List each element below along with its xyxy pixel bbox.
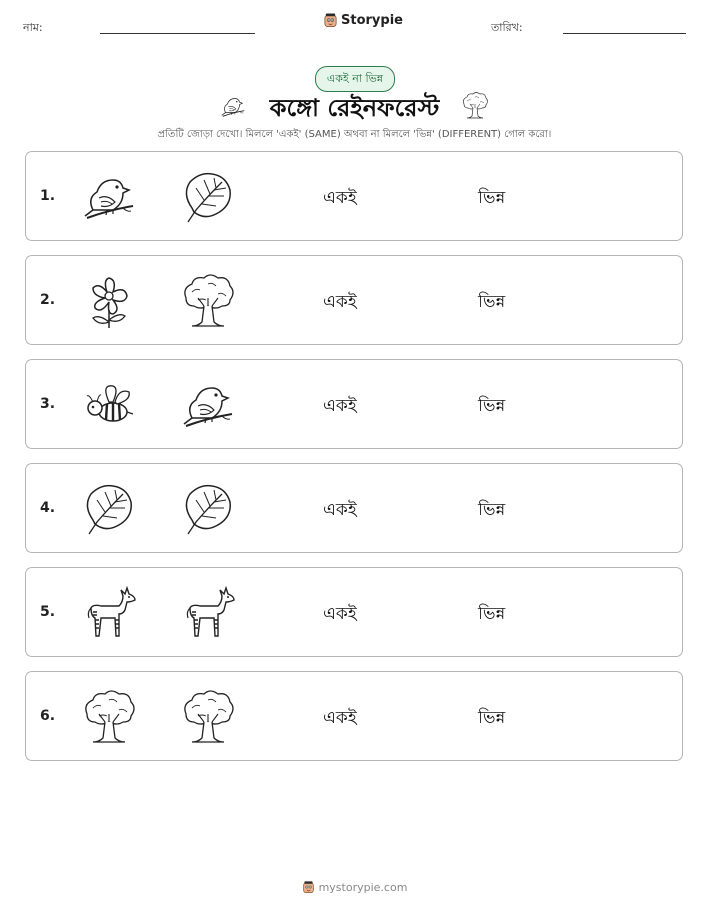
brand-name: Storypie [341, 12, 403, 28]
same-option[interactable]: একই [323, 188, 357, 208]
same-option[interactable]: একই [323, 604, 357, 624]
different-option[interactable]: ভিন্ন [478, 188, 506, 208]
leaf-icon [178, 165, 238, 227]
question-row [25, 671, 683, 761]
tree-icon [178, 685, 238, 747]
question-number: 3. [40, 396, 56, 412]
same-option[interactable]: একই [323, 500, 357, 520]
date-label: তারিখ: [491, 21, 523, 34]
question-number: 2. [40, 292, 56, 308]
different-option[interactable]: ভিন্ন [478, 396, 506, 416]
question-row [25, 151, 683, 241]
tree-icon [79, 685, 139, 747]
title-row [0, 90, 709, 130]
question-row [25, 359, 683, 449]
brand-logo [323, 12, 403, 28]
question-number: 4. [40, 500, 56, 516]
bee-icon [79, 373, 139, 435]
name-label: নাম: [23, 21, 43, 34]
question-row [25, 463, 683, 553]
footer [0, 880, 709, 897]
leaf-icon [79, 477, 139, 539]
leaf-icon [178, 477, 238, 539]
storypie-mascot-icon [323, 12, 338, 28]
storypie-mascot-icon [302, 880, 315, 894]
question-number: 6. [40, 708, 56, 724]
footer-url: mystorypie.com [318, 880, 408, 894]
activity-badge: একই না ভিন্ন [315, 66, 395, 92]
same-option[interactable]: একই [323, 396, 357, 416]
tree-icon [178, 269, 238, 331]
question-row [25, 567, 683, 657]
page-title: কঙ্গো রেইনফরেস্ট [269, 94, 440, 122]
different-option[interactable]: ভিন্ন [478, 604, 506, 624]
okapi-icon [79, 581, 139, 643]
different-option[interactable]: ভিন্ন [478, 708, 506, 728]
tree-icon [460, 90, 490, 120]
bird-icon [79, 165, 139, 227]
same-option[interactable]: একই [323, 708, 357, 728]
okapi-icon [178, 581, 238, 643]
instructions: প্রতিটি জোড়া দেখো। মিললে 'একই' (SAME) অথবা না মিললে 'ভিন্ন' (DIFFERENT) গোল করো। [157, 129, 552, 140]
date-field-line[interactable] [563, 33, 686, 34]
question-number: 1. [40, 188, 56, 204]
bird-icon [219, 92, 247, 120]
name-field-line[interactable] [100, 33, 255, 34]
question-row [25, 255, 683, 345]
flower-icon [79, 269, 139, 331]
bird-icon [178, 373, 238, 435]
different-option[interactable]: ভিন্ন [478, 500, 506, 520]
same-option[interactable]: একই [323, 292, 357, 312]
different-option[interactable]: ভিন্ন [478, 292, 506, 312]
question-number: 5. [40, 604, 56, 620]
